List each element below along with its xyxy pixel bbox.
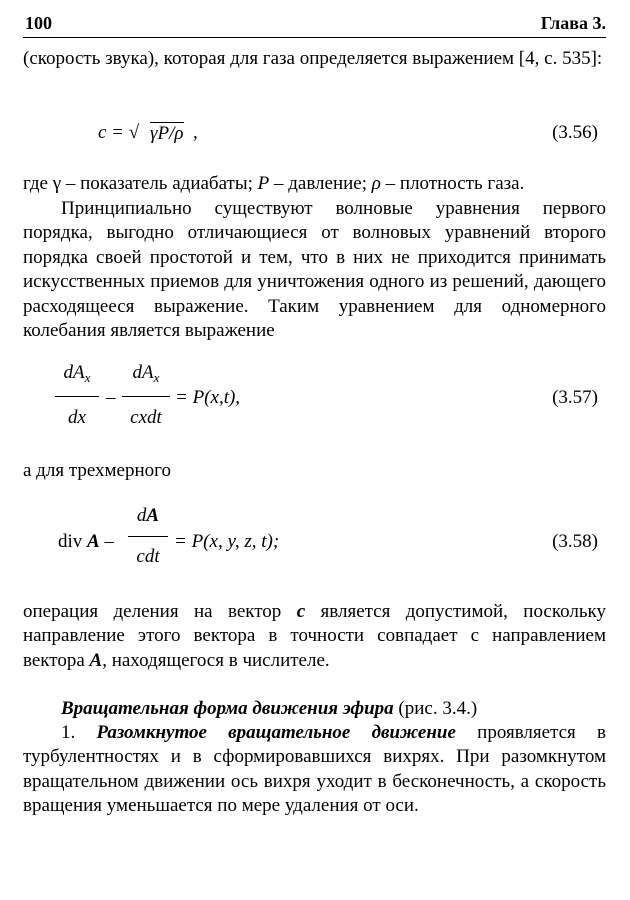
eq358-minus: – (99, 531, 114, 552)
eq358-num: d (136, 505, 147, 526)
p5-a: операция деления на вектор (23, 601, 297, 622)
section-heading (23, 697, 606, 721)
eq357-fraction-2 (122, 362, 170, 429)
p2-prefix: где γ – показатель адиабаты; (23, 173, 258, 194)
eq357-den1: dx (68, 407, 86, 428)
eq357-den2: cxdt (130, 407, 162, 428)
eq357-num2-sub: x (153, 370, 160, 385)
p5-vector-c: с (296, 601, 306, 622)
paragraph-2 (23, 172, 606, 196)
p5-b: является допустимой, поскольку направление этого вектора в точности совпадает с направлением вектора (23, 601, 606, 671)
p2-mid: – давление; (269, 173, 372, 194)
paragraph-3: Принципиально существуют волновые уравнения первого порядка, выгодно отличающиеся от волновых уравнений второго порядка своей простотой и тем, что в них не приходится принимать искусственных приемов для уничтожения одного из решений, дающего расходящееся выражение. Таким уравнением для одномерного колебания является выражение (23, 198, 606, 342)
paragraph-4: а для трехмерного (23, 460, 171, 481)
eq357-num1: dA (63, 362, 85, 383)
eq358-div: div (58, 531, 88, 552)
eq358-den: cdt (136, 546, 160, 567)
equation-number-3-58: (3.58) (552, 531, 598, 552)
p5-d: , находящегося в числителе. (102, 649, 330, 671)
p6-rest: проявляется в турбулентностях и в сформировавшихся вихрях. При разомкнутом вращательном движении ось вихря уходит в бесконечность, а скорость вращения уменьшается по мере удаления от оси. (23, 722, 607, 817)
p2-pressure-symbol: P (257, 173, 270, 194)
running-header (23, 11, 606, 38)
eq357-minus: – (106, 387, 116, 408)
paragraph-1: (скорость звука), которая для газа определяется выражением [4, с. 535]: (23, 48, 603, 69)
eq357-rhs: = P(x,t), (175, 387, 241, 408)
chapter-title: Глава 3. (540, 13, 606, 33)
p2-density-symbol: ρ (371, 173, 381, 194)
equation-3-58 (23, 505, 606, 580)
eq358-vector-A: A (87, 531, 100, 552)
equation-3-57 (23, 360, 606, 435)
page-number: 100 (25, 13, 52, 33)
section-figure-ref: (рис. 3.4.) (393, 698, 478, 719)
equation-3-56 (23, 122, 606, 152)
p6-number: 1. (61, 722, 97, 743)
p5-vector-A: A (89, 649, 103, 671)
eq356-tail: , (193, 122, 198, 143)
p6-term: Разомкнутое вращательное движение (96, 722, 456, 743)
eq358-fraction (128, 505, 168, 568)
eq356-radicand: γP/ρ (150, 123, 184, 144)
eq357-fraction-1 (55, 362, 99, 429)
eq357-num1-sub: x (84, 370, 91, 385)
eq357-num2: dA (132, 362, 154, 383)
eq358-num-bold: A (146, 505, 160, 526)
section-title: Вращательная форма движения эфира (61, 698, 394, 719)
eq356-lhs: c = √ (98, 122, 140, 143)
equation-number-3-57: (3.57) (552, 387, 598, 408)
paragraph-6 (23, 721, 606, 819)
book-page (23, 0, 608, 900)
paragraph-5 (23, 600, 606, 673)
p2-suffix: – плотность газа. (380, 173, 525, 194)
equation-number-3-56: (3.56) (552, 122, 598, 143)
eq358-rhs: = P(x, y, z, t); (174, 531, 280, 552)
